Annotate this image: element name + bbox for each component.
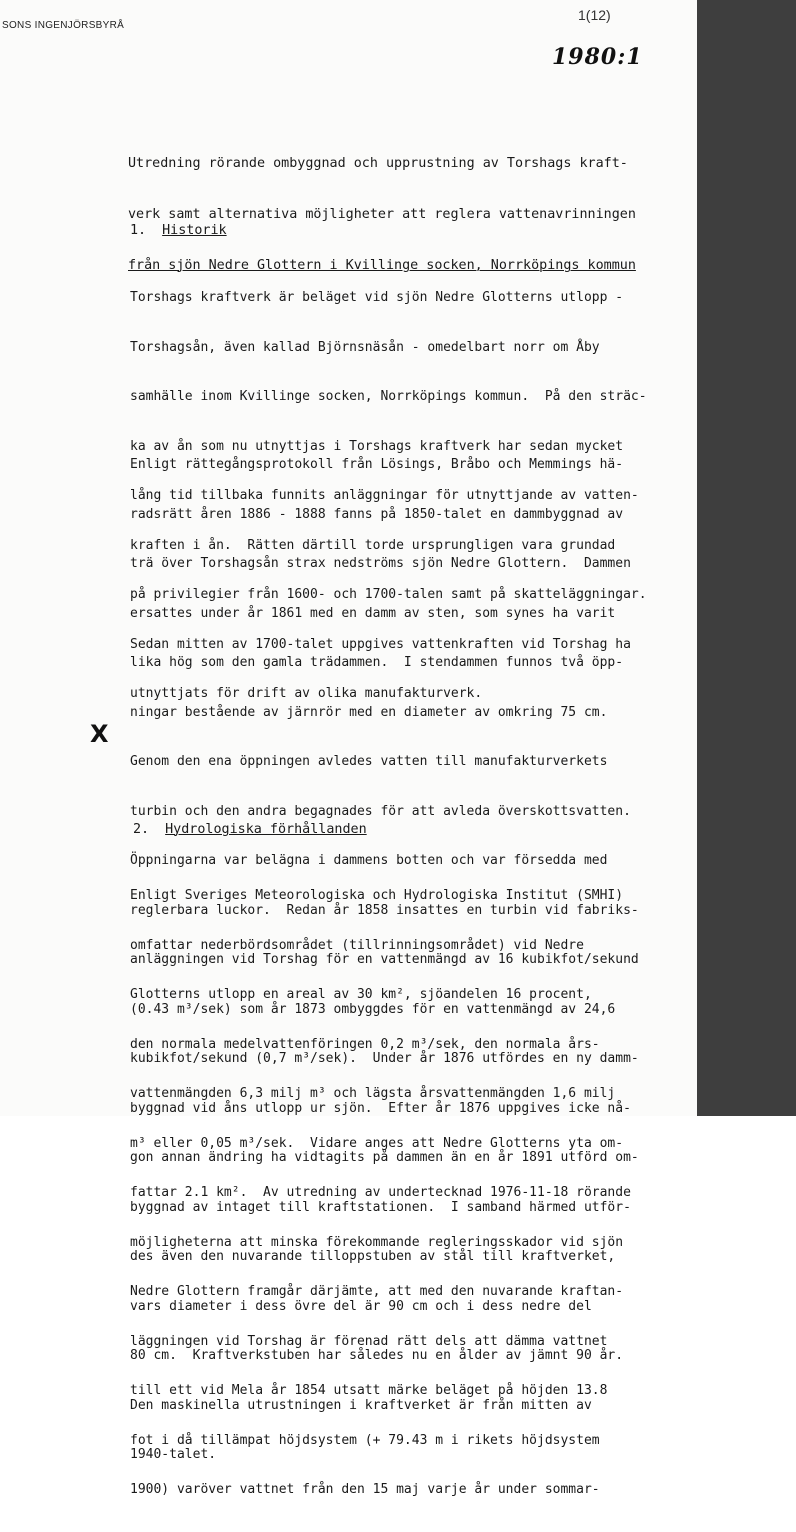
text-line: den normala medelvattenföringen 0,2 m³/sek, den normala års- <box>130 1036 600 1052</box>
text-line: Enligt Sveriges Meteorologiska och Hydrologiska Institut (SMHI) <box>130 888 624 903</box>
section-title: Hydrologiska förhållanden <box>165 822 367 837</box>
text-line: reglerbara luckor. Redan år 1858 insattes en turbin vid fabriks- <box>130 902 639 918</box>
text-line: 1940-talet. <box>130 1447 217 1462</box>
text-line: läggningen vid Torshag är förenad rätt dels att dämma vattnet <box>130 1333 608 1349</box>
section-title: Historik <box>162 223 227 238</box>
text-line: gon annan ändring ha vidtagits på dammen än en år 1891 utförd om- <box>130 1150 639 1165</box>
margin-mark: X <box>90 720 109 748</box>
text-line: Genom den ena öppningen avledes vatten till manufakturverkets <box>130 754 608 769</box>
text-line: byggnad av intaget till kraftstationen. I samband härmed utför- <box>130 1199 631 1215</box>
text-line: 80 cm. Kraftverkstuben har således nu en ålder av jämnt 90 år. <box>130 1348 624 1363</box>
section-heading-hydrologi <box>133 822 367 837</box>
text-line: turbin och den andra begagnades för att avleda överskottsvatten. <box>130 803 631 819</box>
text-line: möjligheterna att minska förekommande regleringsskador vid sjön <box>130 1234 624 1250</box>
title-line: från sjön Nedre Glottern i Kvillinge socken, Norrköpings kommun <box>128 258 636 273</box>
text-line: omfattar nederbördsområdet (tillrinningsområdet) vid Nedre <box>130 937 584 953</box>
company-header: SONS INGENJÖRSBYRÅ <box>2 20 125 31</box>
text-line: ningar bestående av järnrör med en diameter av omkring 75 cm. <box>130 704 608 720</box>
text-line: des även den nuvarande tilloppstuben av stål till kraftverket, <box>130 1249 616 1264</box>
text-line: Sedan mitten av 1700-talet uppgives vattenkraften vid Torshag ha <box>130 636 631 652</box>
text-line: Torshagsån, även kallad Björnsnäsån - omedelbart norr om Åby <box>130 339 600 355</box>
text-line: byggnad vid åns utlopp ur sjön. Efter år 1876 uppgives icke nå- <box>130 1100 631 1116</box>
section-number: 1. <box>130 223 147 238</box>
text-line: radsrätt åren 1886 - 1888 fanns på 1850-talet en dammbyggnad av <box>130 506 624 522</box>
text-line: fattar 2.1 km². Av utredning av undertecknad 1976-11-18 rörande <box>130 1185 631 1200</box>
text-line: trä över Torshagsån strax nedströms sjön Nedre Glottern. Dammen <box>130 556 631 571</box>
paragraph <box>130 855 690 1532</box>
text-line: ersattes under år 1861 med en damm av sten, som synes ha varit <box>130 605 616 621</box>
text-line: Torshags kraftverk är beläget vid sjön Nedre Glotterns utlopp - <box>130 290 624 305</box>
text-line: kubikfot/sekund (0,7 m³/sek). Under år 1876 utfördes en ny damm- <box>130 1051 639 1066</box>
handwritten-note: 1980:1 <box>552 44 643 70</box>
text-line: 1900) varöver vattnet från den 15 maj varje år under sommar- <box>130 1482 600 1497</box>
title-line: Utredning rörande ombyggnad och upprustning av Torshags kraft- <box>128 156 628 171</box>
text-line: Enligt rättegångsprotokoll från Lösings, Bråbo och Memmings hä- <box>130 457 624 472</box>
text-line: Glotterns utlopp en areal av 30 km², sjöandelen 16 procent, <box>130 987 592 1002</box>
text-line: på privilegier från 1600- och 1700-talen samt på skatteläggningar. <box>130 587 647 602</box>
section-heading-historik <box>130 223 227 238</box>
text-line: vars diameter i dess övre del är 90 cm och i dess nedre del <box>130 1298 592 1314</box>
text-line: utnyttjats för drift av olika manufakturverk. <box>130 686 483 701</box>
page-number: 1(12) <box>578 7 611 23</box>
text-line: lång tid tillbaka funnits anläggningar för utnyttjande av vatten- <box>130 488 639 503</box>
text-line: lika hög som den gamla trädammen. I stendammen funnos två öpp- <box>130 655 624 670</box>
text-line: (0.43 m³/sek) som år 1873 ombyggdes för en vattenmängd av 24,6 <box>130 1001 616 1017</box>
text-line: Nedre Glottern framgår därjämte, att med den nuvarande kraftan- <box>130 1284 624 1299</box>
text-line: Öppningarna var belägna i dammens botten och var försedda med <box>130 853 608 868</box>
section-number: 2. <box>133 822 150 837</box>
text-line: vattenmängden 6,3 milj m³ och lägsta årsvattenmängden 1,6 milj <box>130 1086 616 1101</box>
text-line: m³ eller 0,05 m³/sek. Vidare anges att Nedre Glotterns yta om- <box>130 1135 624 1151</box>
text-line: Den maskinella utrustningen i kraftverket är från mitten av <box>130 1397 592 1413</box>
text-line: samhälle inom Kvillinge socken, Norrköpings kommun. På den sträc- <box>130 389 647 404</box>
title-line: verk samt alternativa möjligheter att reglera vattenavrinningen <box>128 207 636 222</box>
text-line: ka av ån som nu utnyttjas i Torshags kraftverk har sedan mycket <box>130 438 624 454</box>
text-line: kraften i ån. Rätten därtill torde ursprungligen vara grundad <box>130 537 616 553</box>
text-line: fot i då tillämpat höjdsystem (+ 79.43 m i rikets höjdsystem <box>130 1432 600 1448</box>
text-line: anläggningen vid Torshag för en vattenmängd av 16 kubikfot/sekund <box>130 952 639 967</box>
text-line: till ett vid Mela år 1854 utsatt märke beläget på höjden 13.8 <box>130 1383 608 1398</box>
scan-margin <box>697 0 796 1116</box>
